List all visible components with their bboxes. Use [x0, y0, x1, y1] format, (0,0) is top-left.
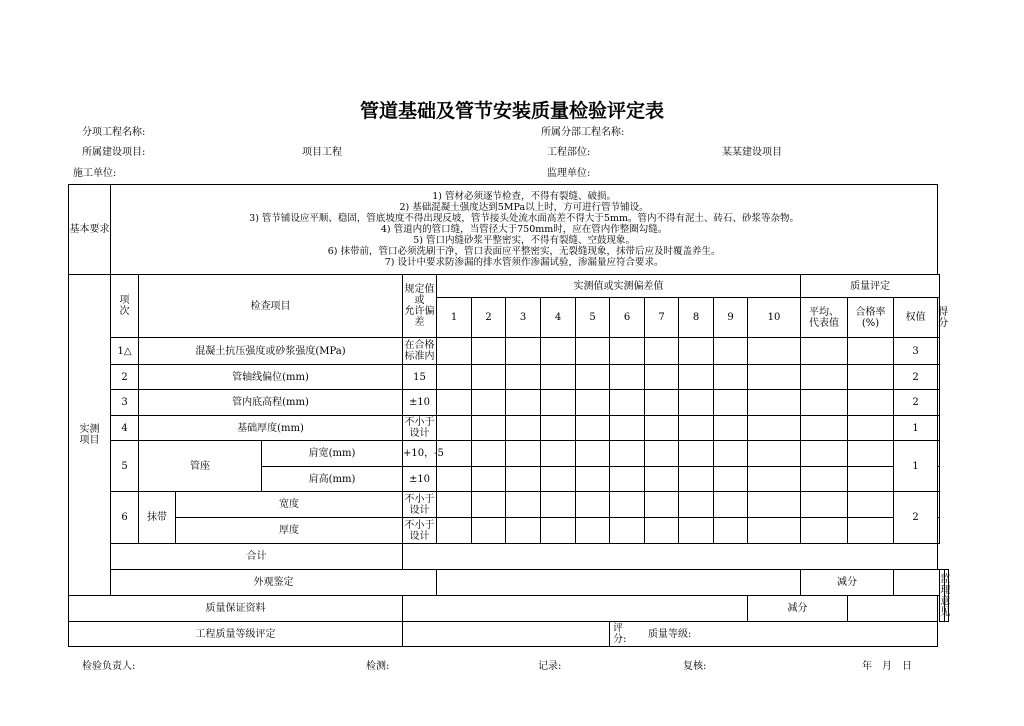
measure-cell[interactable] — [645, 416, 679, 441]
spec-value: 不小于设计 — [404, 493, 435, 516]
measure-cell[interactable] — [472, 338, 506, 365]
measure-cell[interactable] — [472, 365, 506, 390]
measure-no: 5 — [576, 298, 610, 338]
check-item-group: 抹带 — [139, 492, 176, 544]
requirement-item: 3) 管节铺设应平顺、稳固，管底坡度不得出现反坡，管节接头处流水面高差不得大于5mm。管内不得有泥土、砖石、砂浆等杂物。 — [249, 213, 799, 224]
measure-cell[interactable] — [679, 467, 714, 492]
measure-cell[interactable] — [679, 365, 714, 390]
check-item: 管内底高程(mm) — [139, 390, 403, 416]
measure-cell[interactable] — [610, 365, 645, 390]
measure-no: 9 — [714, 298, 748, 338]
construction-project-value: 项目工程 — [302, 147, 342, 158]
measure-cell[interactable] — [437, 416, 472, 441]
table-row — [69, 518, 949, 544]
deduction-label: 减分 — [748, 596, 848, 622]
total-value-cell[interactable] — [403, 544, 938, 570]
weight-value: 3 — [894, 338, 938, 365]
table-row — [69, 416, 949, 441]
work-location-label: 工程部位: — [547, 147, 591, 158]
avg-cell[interactable] — [801, 390, 848, 416]
weight-header: 权值 — [894, 298, 938, 338]
item-no: 1△ — [111, 338, 139, 365]
deduction-value-cell[interactable] — [894, 570, 940, 596]
table-row — [69, 338, 949, 365]
avg-cell[interactable] — [801, 338, 848, 365]
measure-cell[interactable] — [541, 338, 576, 365]
measure-cell[interactable] — [714, 338, 748, 365]
measure-cell[interactable] — [541, 441, 576, 467]
pass-rate-cell[interactable] — [848, 338, 894, 365]
spec-value: ±10 — [403, 467, 437, 492]
appearance-label: 外观鉴定 — [111, 570, 437, 596]
measure-cell[interactable] — [437, 365, 472, 390]
measure-cell[interactable] — [645, 441, 679, 467]
weight-value: 1 — [894, 441, 938, 492]
avg-cell[interactable] — [801, 518, 848, 544]
score-cell[interactable] — [938, 518, 940, 544]
measure-cell[interactable] — [714, 467, 748, 492]
check-item-group: 管座 — [139, 441, 262, 492]
weight-value: 2 — [894, 390, 938, 416]
table-row — [69, 492, 949, 518]
division-label: 所属分部工程名称: — [541, 127, 625, 138]
measure-cell[interactable] — [541, 518, 576, 544]
supervisor-label: 监理单位: — [547, 168, 591, 179]
avg-cell[interactable] — [801, 365, 848, 390]
measure-cell[interactable] — [472, 492, 506, 518]
measure-cell[interactable] — [645, 390, 679, 416]
measure-cell[interactable] — [472, 390, 506, 416]
measure-cell[interactable] — [748, 441, 801, 467]
measure-cell[interactable] — [506, 338, 541, 365]
measure-cell[interactable] — [748, 518, 801, 544]
measure-cell[interactable] — [576, 416, 610, 441]
measure-no: 6 — [610, 298, 645, 338]
measure-cell[interactable] — [714, 390, 748, 416]
measure-no: 1 — [437, 298, 472, 338]
weight-value: 2 — [894, 365, 938, 390]
table-row — [69, 390, 949, 416]
spec-value: +10，-5 — [403, 441, 437, 467]
measure-cell[interactable] — [714, 492, 748, 518]
measure-cell[interactable] — [506, 467, 541, 492]
requirement-item: 2) 基础混凝土强度达到5MPa以上时，方可进行管节铺设。 — [399, 202, 649, 213]
score-cell[interactable] — [938, 416, 940, 441]
measured-section-label: 实测 项目 — [69, 275, 111, 596]
score-cell[interactable] — [938, 492, 940, 518]
measure-cell[interactable] — [748, 492, 801, 518]
measure-cell[interactable] — [714, 416, 748, 441]
pass-rate-cell[interactable] — [848, 390, 894, 416]
quality-docs-label: 质量保证资料 — [69, 596, 403, 622]
item-no: 5 — [111, 441, 139, 492]
measure-cell[interactable] — [748, 467, 801, 492]
measure-cell[interactable] — [610, 441, 645, 467]
spec-value: 不小于设计 — [404, 417, 435, 439]
check-sub-item: 厚度 — [176, 518, 403, 544]
pass-rate-cell[interactable] — [848, 467, 894, 492]
item-no: 2 — [111, 365, 139, 390]
inspection-table — [68, 184, 949, 647]
date-label: 年 月 日 — [862, 661, 912, 672]
measure-no: 2 — [472, 298, 506, 338]
contractor-label: 施工单位: — [73, 168, 117, 179]
score-label: 评分: — [403, 622, 610, 647]
quality-grade-label: 质量等级: — [610, 622, 938, 647]
item-no-header: 项 次 — [111, 275, 139, 338]
measure-no: 4 — [541, 298, 576, 338]
measure-cell[interactable] — [645, 518, 679, 544]
measure-cell[interactable] — [610, 518, 645, 544]
spec-value: 不小于设计 — [404, 519, 435, 542]
measure-cell[interactable] — [576, 390, 610, 416]
score-header: 得分 — [938, 298, 940, 338]
quality-docs-row — [69, 596, 949, 622]
measure-cell[interactable] — [576, 518, 610, 544]
measure-cell[interactable] — [714, 441, 748, 467]
spec-header: 规定值或 允许偏差 — [403, 275, 437, 338]
measure-cell[interactable] — [748, 416, 801, 441]
measure-cell[interactable] — [506, 365, 541, 390]
measure-cell[interactable] — [748, 365, 801, 390]
measure-cell[interactable] — [541, 416, 576, 441]
measure-cell[interactable] — [679, 390, 714, 416]
avg-cell[interactable] — [801, 492, 848, 518]
table-row — [69, 441, 949, 467]
measure-cell[interactable] — [541, 365, 576, 390]
measure-cell[interactable] — [576, 492, 610, 518]
weight-value: 2 — [894, 492, 938, 544]
requirement-item: 5) 管口内缝砂浆平整密实，不得有裂缝、空鼓现象。 — [413, 235, 635, 246]
measure-cell[interactable] — [506, 390, 541, 416]
spec-value: ±10 — [403, 390, 437, 416]
measure-cell[interactable] — [437, 467, 472, 492]
check-sub-item: 宽度 — [176, 492, 403, 518]
requirement-item: 4) 管道内的管口缝，当管径大于750mm时，应在管内作整圈勾缝。 — [380, 224, 668, 235]
requirement-item: 7) 设计中要求防渗漏的排水管须作渗漏试验，渗漏量应符合要求。 — [384, 257, 664, 268]
measure-cell[interactable] — [610, 416, 645, 441]
pass-rate-header: 合格率 (%) — [848, 298, 894, 338]
quality-docs-value-cell[interactable] — [403, 596, 748, 622]
measure-cell[interactable] — [679, 518, 714, 544]
measure-cell[interactable] — [576, 467, 610, 492]
inspector-label: 检验负责人: — [82, 661, 136, 672]
measure-cell[interactable] — [610, 390, 645, 416]
grade-eval-row — [69, 622, 949, 647]
measure-cell[interactable] — [645, 467, 679, 492]
check-item: 基础厚度(mm) — [139, 416, 403, 441]
check-item: 混凝土抗压强度或砂浆强度(MPa) — [139, 338, 403, 365]
requirement-item: 1) 管材必须逐节检查，不得有裂缝、破损。 — [432, 191, 616, 202]
pass-rate-cell[interactable] — [848, 365, 894, 390]
measure-cell[interactable] — [576, 365, 610, 390]
measure-cell[interactable] — [541, 492, 576, 518]
basic-requirements-label: 基本要求 — [69, 185, 111, 275]
total-row — [69, 544, 949, 570]
pass-rate-cell[interactable] — [848, 441, 894, 467]
measured-values-header: 实测值或实测偏差值 — [437, 275, 801, 298]
measure-no: 10 — [748, 298, 801, 338]
score-cell[interactable] — [938, 390, 940, 416]
supervisor-opinion-label: 监理意见 — [940, 570, 944, 622]
measure-cell[interactable] — [645, 365, 679, 390]
total-label: 合计 — [111, 544, 403, 570]
measure-cell[interactable] — [437, 518, 472, 544]
pass-rate-cell[interactable] — [848, 416, 894, 441]
avg-header: 平均、 代表值 — [801, 298, 848, 338]
measure-cell[interactable] — [541, 467, 576, 492]
measure-cell[interactable] — [610, 492, 645, 518]
quality-eval-header: 质量评定 — [801, 275, 940, 298]
measure-cell[interactable] — [506, 492, 541, 518]
item-no: 3 — [111, 390, 139, 416]
sub-project-label: 分项工程名称: — [82, 127, 146, 138]
spec-value: 在合格标准内 — [403, 338, 437, 365]
measure-cell[interactable] — [714, 365, 748, 390]
score-cell[interactable] — [938, 365, 940, 390]
pass-rate-cell[interactable] — [848, 518, 894, 544]
spec-value: 15 — [403, 365, 437, 390]
construction-project-label: 所属建设项目: — [82, 147, 146, 158]
appearance-value-cell[interactable] — [437, 570, 801, 596]
measure-cell[interactable] — [541, 390, 576, 416]
basic-requirements-list — [111, 185, 938, 275]
measure-cell[interactable] — [748, 338, 801, 365]
score-cell[interactable] — [938, 338, 940, 365]
check-sub-item: 肩宽(mm) — [262, 441, 403, 467]
grade-eval-label: 工程质量等级评定 — [69, 622, 403, 647]
score-cell[interactable] — [938, 467, 940, 492]
measure-no: 8 — [679, 298, 714, 338]
measure-cell[interactable] — [610, 338, 645, 365]
table-row — [69, 365, 949, 390]
measure-cell[interactable] — [506, 416, 541, 441]
avg-cell[interactable] — [801, 416, 848, 441]
check-item-header: 检查项目 — [139, 275, 403, 338]
measure-cell[interactable] — [645, 338, 679, 365]
measure-cell[interactable] — [748, 390, 801, 416]
deduction-label: 减分 — [801, 570, 894, 596]
work-location-value: 某某建设项目 — [722, 147, 782, 158]
measure-cell[interactable] — [506, 518, 541, 544]
measure-cell[interactable] — [437, 338, 472, 365]
measure-cell[interactable] — [576, 441, 610, 467]
measure-cell[interactable] — [679, 338, 714, 365]
page-title: 管道基础及管节安装质量检验评定表 — [359, 100, 664, 122]
score-cell[interactable] — [938, 441, 940, 467]
appearance-row — [69, 570, 949, 596]
measure-cell[interactable] — [610, 467, 645, 492]
avg-cell[interactable] — [801, 441, 848, 467]
recorder-label: 记录: — [538, 661, 562, 672]
measure-cell[interactable] — [472, 518, 506, 544]
measure-cell[interactable] — [506, 441, 541, 467]
measure-cell[interactable] — [472, 467, 506, 492]
measure-cell[interactable] — [679, 416, 714, 441]
check-item: 管轴线偏位(mm) — [139, 365, 403, 390]
reviewer-label: 复核: — [683, 661, 707, 672]
measure-cell[interactable] — [645, 492, 679, 518]
weight-value: 1 — [894, 416, 938, 441]
measure-cell[interactable] — [679, 492, 714, 518]
item-no: 6 — [111, 492, 139, 544]
measure-cell[interactable] — [437, 390, 472, 416]
avg-cell[interactable] — [801, 467, 848, 492]
measure-cell[interactable] — [714, 518, 748, 544]
check-sub-item: 肩高(mm) — [262, 467, 403, 492]
measure-cell[interactable] — [472, 441, 506, 467]
measure-no: 3 — [506, 298, 541, 338]
measure-cell[interactable] — [437, 492, 472, 518]
tester-label: 检测: — [366, 661, 390, 672]
measure-cell[interactable] — [472, 416, 506, 441]
measure-no: 7 — [645, 298, 679, 338]
pass-rate-cell[interactable] — [848, 492, 894, 518]
requirement-item: 6) 抹带前，管口必须洗刷干净，管口表面应平整密实，无裂缝现象，抹带后应及时覆盖养生。 — [327, 246, 721, 257]
deduction-value-cell[interactable] — [848, 596, 938, 622]
measure-cell[interactable] — [576, 338, 610, 365]
measure-cell[interactable] — [679, 441, 714, 467]
item-no: 4 — [111, 416, 139, 441]
